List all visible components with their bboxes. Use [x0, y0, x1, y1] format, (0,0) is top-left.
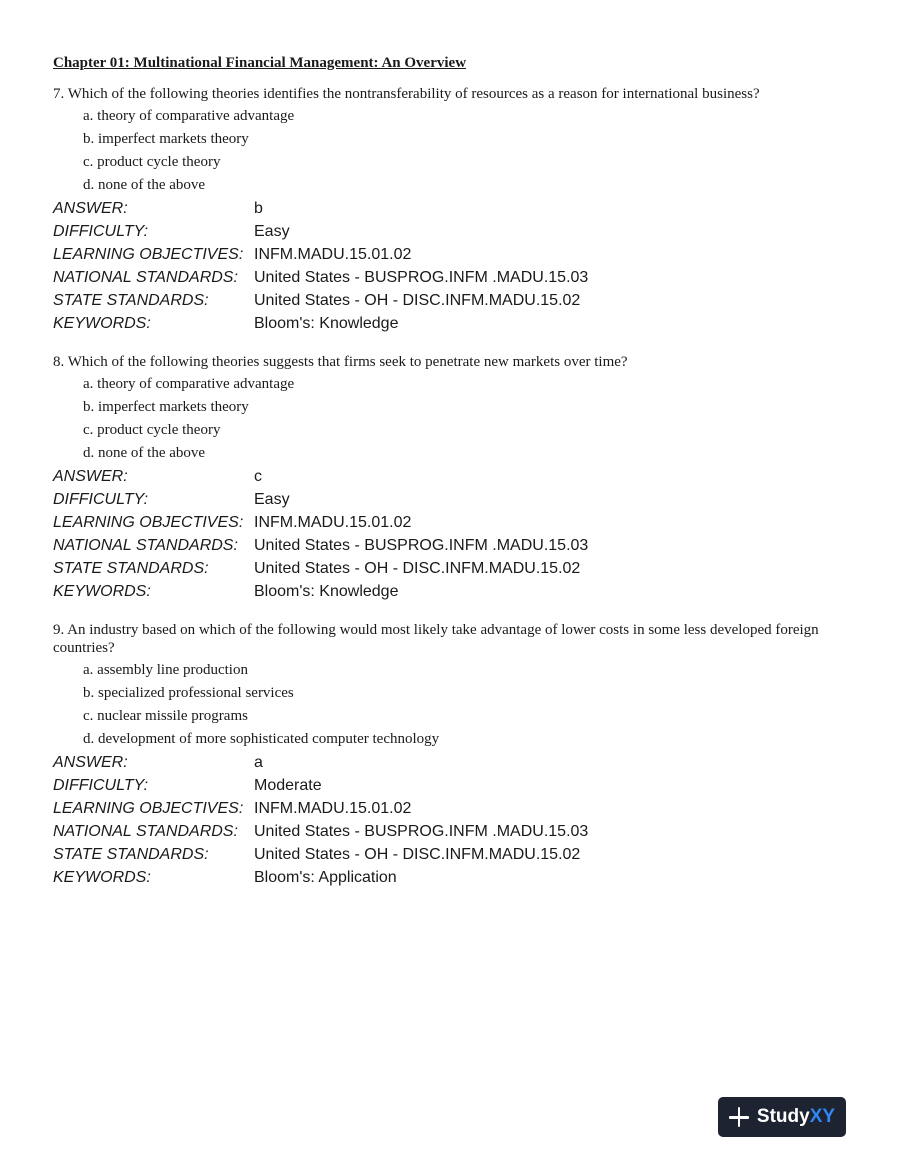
- question-7: [53, 85, 843, 335]
- learning-objectives-row: [53, 797, 843, 820]
- state-standards-label: STATE STANDARDS:: [53, 846, 209, 863]
- option-c: c. product cycle theory: [83, 154, 221, 170]
- answer-row: [53, 751, 843, 774]
- state-standards-value: United States - OH - DISC.INFM.MADU.15.02: [254, 846, 581, 863]
- answer-value: a: [254, 754, 263, 771]
- answer-options: [53, 659, 843, 751]
- keywords-row: [53, 312, 843, 335]
- option-b: b. imperfect markets theory: [83, 131, 249, 147]
- option-a: a. theory of comparative advantage: [83, 108, 295, 124]
- national-standards-row: [53, 534, 843, 557]
- difficulty-value: Easy: [254, 223, 290, 240]
- state-standards-row: [53, 289, 843, 312]
- brand-name-study: Study: [756, 1106, 810, 1127]
- difficulty-label: DIFFICULTY:: [53, 777, 149, 794]
- keywords-row: [53, 580, 843, 603]
- option-b: b. specialized professional services: [83, 685, 294, 701]
- option-a: a. assembly line production: [83, 662, 248, 678]
- keywords-value: Bloom's: Application: [254, 869, 397, 886]
- state-standards-label: STATE STANDARDS:: [53, 292, 209, 309]
- learning-objectives-row: [53, 511, 843, 534]
- national-standards-value: United States - BUSPROG.INFM .MADU.15.03: [254, 269, 589, 286]
- learning-objectives-label: LEARNING OBJECTIVES:: [53, 514, 244, 531]
- answer-options: [53, 373, 843, 465]
- state-standards-value: United States - OH - DISC.INFM.MADU.15.02: [254, 292, 581, 309]
- keywords-label: KEYWORDS:: [53, 869, 151, 886]
- answer-value: c: [254, 468, 262, 485]
- question-8: [53, 353, 843, 603]
- difficulty-row: [53, 774, 843, 797]
- option-a: a. theory of comparative advantage: [83, 376, 295, 392]
- state-standards-label: STATE STANDARDS:: [53, 560, 209, 577]
- keywords-value: Bloom's: Knowledge: [254, 583, 399, 600]
- answer-value: b: [254, 200, 263, 217]
- studyxy-logo[interactable]: [718, 1097, 846, 1137]
- option-d: d. none of the above: [83, 177, 206, 193]
- national-standards-label: NATIONAL STANDARDS:: [53, 823, 238, 840]
- answer-row: [53, 197, 843, 220]
- national-standards-label: NATIONAL STANDARDS:: [53, 537, 238, 554]
- question-metadata: [53, 465, 843, 603]
- learning-objectives-value: INFM.MADU.15.01.02: [254, 246, 412, 263]
- option-d: d. none of the above: [83, 445, 206, 461]
- question-9: [53, 621, 843, 889]
- difficulty-label: DIFFICULTY:: [53, 491, 149, 508]
- difficulty-label: DIFFICULTY:: [53, 223, 149, 240]
- answer-label: ANSWER:: [53, 754, 128, 771]
- keywords-label: KEYWORDS:: [53, 315, 151, 332]
- difficulty-value: Easy: [254, 491, 290, 508]
- option-c: c. nuclear missile programs: [83, 708, 248, 724]
- learning-objectives-value: INFM.MADU.15.01.02: [254, 514, 412, 531]
- keywords-value: Bloom's: Knowledge: [254, 315, 399, 332]
- answer-row: [53, 465, 843, 488]
- question-text: 9. An industry based on which of the following would most likely take advantage of lower costs in some less developed foreign countries?: [53, 622, 819, 656]
- question-metadata: [53, 197, 843, 335]
- keywords-row: [53, 866, 843, 889]
- question-text: 8. Which of the following theories suggests that firms seek to penetrate new markets over time?: [53, 354, 628, 370]
- national-standards-label: NATIONAL STANDARDS:: [53, 269, 238, 286]
- difficulty-value: Moderate: [254, 777, 322, 794]
- answer-label: ANSWER:: [53, 468, 128, 485]
- learning-objectives-value: INFM.MADU.15.01.02: [254, 800, 412, 817]
- option-b: b. imperfect markets theory: [83, 399, 249, 415]
- state-standards-value: United States - OH - DISC.INFM.MADU.15.02: [254, 560, 581, 577]
- state-standards-row: [53, 557, 843, 580]
- chapter-title: Chapter 01: Multinational Financial Management: An Overview: [53, 55, 467, 71]
- difficulty-row: [53, 220, 843, 243]
- learning-objectives-label: LEARNING OBJECTIVES:: [53, 800, 244, 817]
- question-text: 7. Which of the following theories identifies the nontransferability of resources as a reason for international business?: [53, 86, 760, 102]
- question-metadata: [53, 751, 843, 889]
- national-standards-value: United States - BUSPROG.INFM .MADU.15.03: [254, 537, 589, 554]
- national-standards-value: United States - BUSPROG.INFM .MADU.15.03: [254, 823, 589, 840]
- keywords-label: KEYWORDS:: [53, 583, 151, 600]
- learning-objectives-row: [53, 243, 843, 266]
- plus-icon: [729, 1107, 749, 1127]
- national-standards-row: [53, 820, 843, 843]
- brand-name-xy: XY: [809, 1106, 836, 1127]
- national-standards-row: [53, 266, 843, 289]
- difficulty-row: [53, 488, 843, 511]
- option-c: c. product cycle theory: [83, 422, 221, 438]
- learning-objectives-label: LEARNING OBJECTIVES:: [53, 246, 244, 263]
- option-d: d. development of more sophisticated computer technology: [83, 731, 440, 747]
- answer-options: [53, 105, 843, 197]
- answer-label: ANSWER:: [53, 200, 128, 217]
- state-standards-row: [53, 843, 843, 866]
